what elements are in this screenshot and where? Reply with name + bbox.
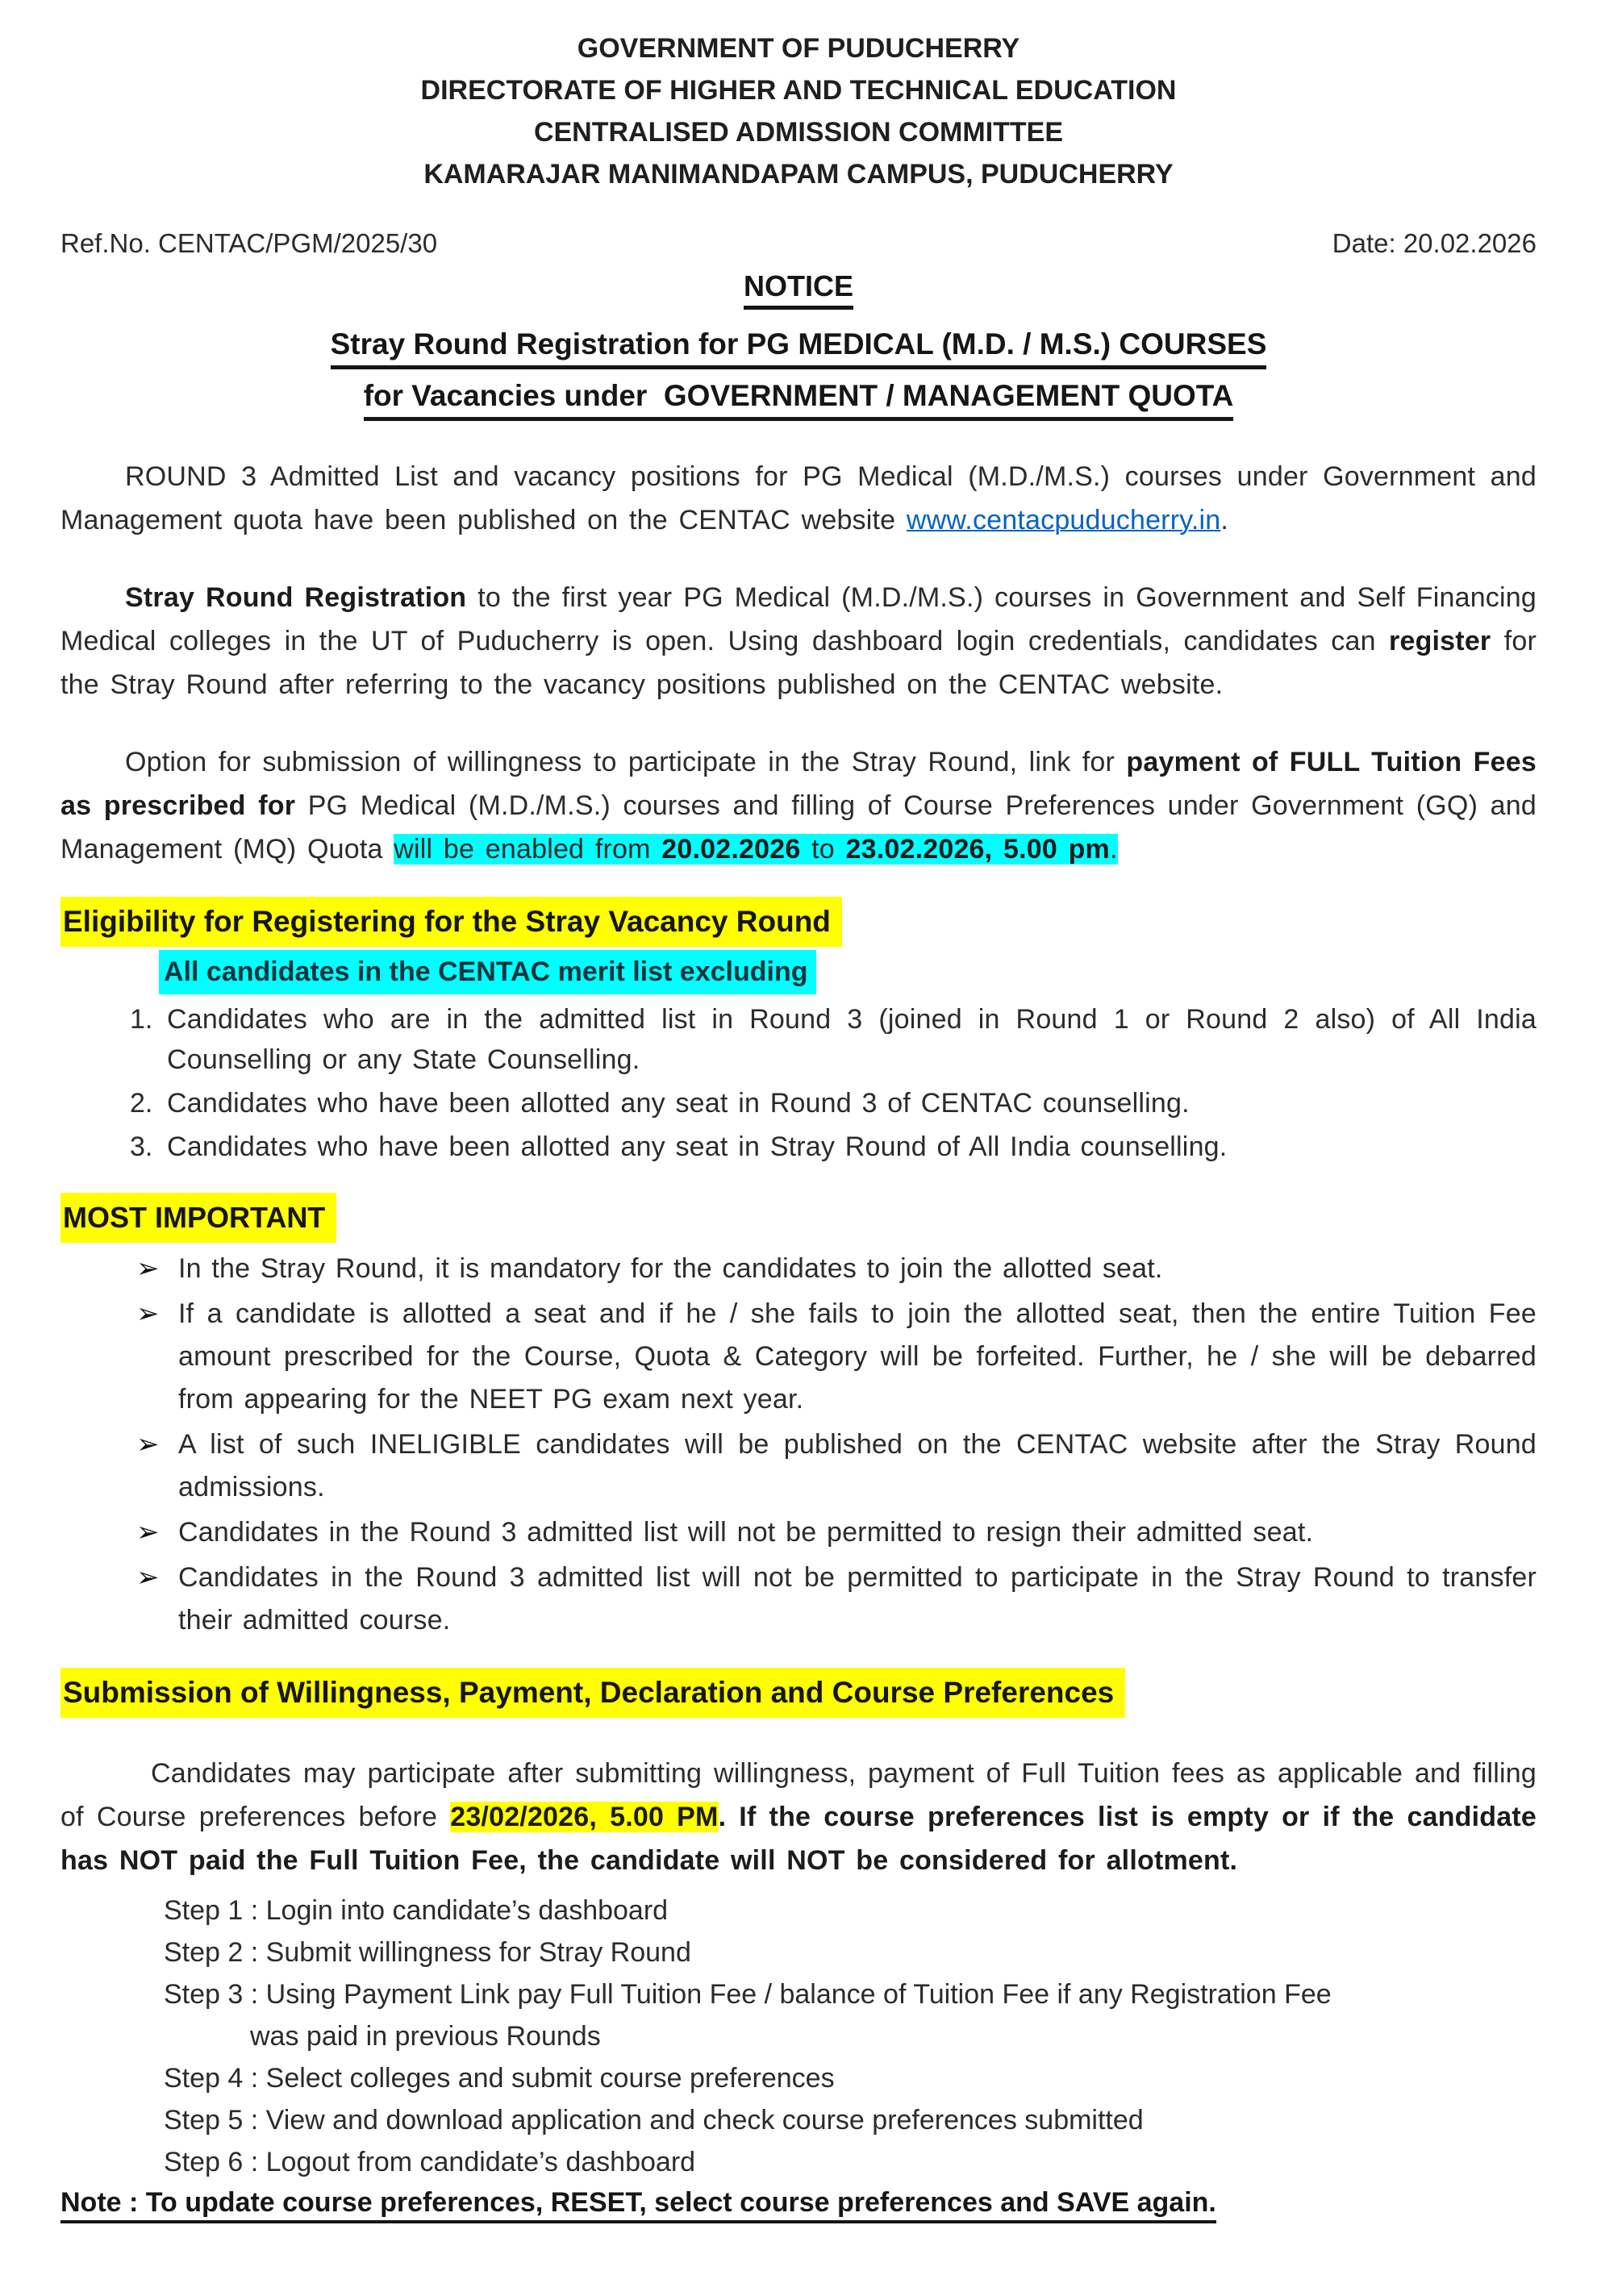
important-item-4	[60, 1511, 1537, 1554]
eligibility-heading: Eligibility for Registering for the Stray Vacancy Round	[60, 897, 842, 947]
title-row-2	[60, 379, 1537, 421]
important-item-2	[60, 1293, 1537, 1421]
submission-section	[60, 1668, 1537, 1718]
title-line-2: for Vacancies under GOVERNMENT / MANAGEMENT QUOTA	[364, 379, 1234, 421]
item-text: In the Stray Round, it is mandatory for the candidates to join the allotted seat.	[178, 1253, 1163, 1284]
doc-date: Date: 20.02.2026	[1332, 228, 1537, 258]
notice-heading-row	[60, 269, 1537, 310]
item-text: Candidates who have been allotted any seat in Round 3 of CENTAC counselling.	[167, 1088, 1190, 1119]
item-text: Candidates who are in the admitted list in Round 3 (joined in Round 1 or Round 2 also) of All India Counselling or any State Counselling.	[167, 1004, 1537, 1075]
item-text: Candidates who have been allotted any seat in Stray Round of All India counselling.	[167, 1131, 1228, 1162]
item-text: A list of such INELIGIBLE candidates will be published on the CENTAC website after the Stray Round admissions.	[178, 1429, 1537, 1502]
eligibility-subheading-row	[159, 950, 1537, 994]
eligibility-item-3	[60, 1127, 1537, 1167]
step-item-2: Step 2 : Submit willingness for Stray Round	[164, 1937, 691, 1968]
ref-number: Ref.No. CENTAC/PGM/2025/30	[60, 228, 438, 258]
title-line-1: Stray Round Registration for PG MEDICAL (M.D. / M.S.) COURSES	[331, 327, 1267, 369]
document-header	[60, 27, 1537, 195]
org-line-committee: CENTRALISED ADMISSION COMMITTEE	[533, 117, 1064, 148]
most-important-section	[60, 1193, 1537, 1243]
note-text: Note : To update course preferences, RESET, select course preferences and SAVE again.	[60, 2187, 1216, 2223]
item-number: 2.	[130, 1088, 153, 1119]
step-item-5: Step 4 : Select colleges and submit course preferences	[164, 2063, 835, 2094]
note-line	[60, 2187, 1537, 2219]
paragraph-participation: Candidates may participate after submitting willingness, payment of Full Tuition fees as applicable and filling of Course preferences before 23/02/2026, 5.00 PM. If the course preferences list is empty or if the candidate has NOT paid the Full Tuition Fee, the candidate will NOT be considered for allotment.	[60, 1758, 1537, 1876]
eligibility-list	[60, 999, 1537, 1167]
important-item-3	[60, 1423, 1537, 1509]
important-item-5	[60, 1556, 1537, 1642]
submission-heading: Submission of Willingness, Payment, Declaration and Course Preferences	[60, 1668, 1125, 1718]
important-item-1	[60, 1248, 1537, 1290]
arrow-bullet-icon: ➢	[136, 1517, 160, 1548]
paragraph-stray-registration: Stray Round Registration to the first year PG Medical (M.D./M.S.) courses in Government and Self Financing Medical colleges in the UT of Puducherry is open. Using dashboard login credentials, candidates can register for the Stray Round after referring to the vacancy positions published on the CENTAC website.	[60, 582, 1537, 700]
most-important-heading: MOST IMPORTANT	[60, 1193, 336, 1243]
paragraph-willingness-window: Option for submission of willingness to participate in the Stray Round, link for payment of FULL Tuition Fees as prescribed for PG Medical (M.D./M.S.) courses and filling of Course Preferences under Government (GQ) and Management (MQ) Quota will be enabled from 20.02.2026 to 23.02.2026, 5.00 pm.	[60, 747, 1537, 865]
item-text: Candidates in the Round 3 admitted list will not be permitted to resign their admitted seat.	[178, 1517, 1314, 1548]
eligibility-item-2	[60, 1083, 1537, 1123]
steps-list	[60, 1890, 1537, 2182]
ref-row	[60, 226, 1537, 261]
notice-heading: NOTICE	[744, 269, 853, 310]
org-line-directorate: DIRECTORATE OF HIGHER AND TECHNICAL EDUCATION	[420, 75, 1177, 106]
title-row-1	[60, 327, 1537, 369]
item-text: If a candidate is allotted a seat and if he / she fails to join the allotted seat, then the entire Tuition Fee amount prescribed for the Course, Quota & Category will be forfeited. Further, he / she will be debarred from appearing for the NEET PG exam next year.	[178, 1298, 1537, 1415]
step-item-7: Step 6 : Logout from candidate’s dashboard	[164, 2147, 696, 2177]
arrow-bullet-icon: ➢	[136, 1562, 160, 1593]
item-number: 3.	[130, 1131, 153, 1162]
item-text: Candidates in the Round 3 admitted list will not be permitted to participate in the Stray Round to transfer their admitted course.	[178, 1562, 1537, 1636]
item-number: 1.	[130, 1004, 153, 1035]
arrow-bullet-icon: ➢	[136, 1253, 160, 1284]
step-item-1: Step 1 : Login into candidate’s dashboard	[164, 1895, 669, 1926]
step-item-3: Step 3 : Using Payment Link pay Full Tuition Fee / balance of Tuition Fee if any Registration Fee	[164, 1979, 1332, 2010]
eligibility-item-1	[60, 999, 1537, 1080]
most-important-list	[60, 1248, 1537, 1642]
step-continuation: was paid in previous Rounds	[250, 2021, 601, 2052]
eligibility-subheading: All candidates in the CENTAC merit list excluding	[159, 950, 816, 994]
org-line-government: GOVERNMENT OF PUDUCHERRY	[577, 33, 1020, 64]
org-line-campus: KAMARAJAR MANIMANDAPAM CAMPUS, PUDUCHERRY	[423, 159, 1174, 190]
arrow-bullet-icon: ➢	[136, 1298, 160, 1329]
step-item-6: Step 5 : View and download application and check course preferences submitted	[164, 2105, 1144, 2136]
arrow-bullet-icon: ➢	[136, 1429, 160, 1460]
eligibility-section	[60, 897, 1537, 947]
centac-website-link[interactable]: www.centacpuducherry.in	[906, 505, 1221, 535]
paragraph-round3-published: ROUND 3 Admitted List and vacancy positions for PG Medical (M.D./M.S.) courses under Government and Management quota have been published on the CENTAC website www.centacpuducherry.in.	[60, 461, 1537, 535]
